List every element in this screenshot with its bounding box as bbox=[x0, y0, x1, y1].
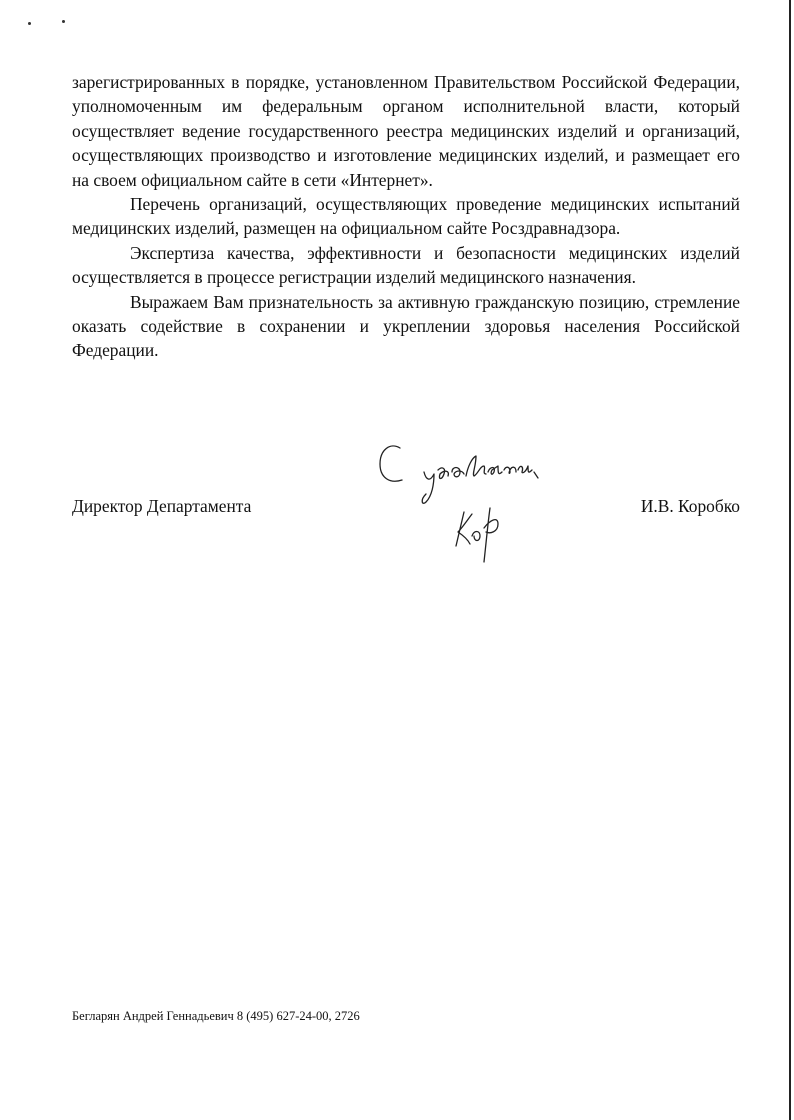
paragraph-3: Экспертиза качества, эффективности и безопасности медицинских изделий осуществляется в процессе регистрации изделий медицинского назначения. bbox=[72, 242, 740, 288]
signature-block bbox=[72, 494, 740, 518]
scan-dot bbox=[28, 22, 31, 25]
scan-marks bbox=[28, 18, 78, 28]
signatory-name: И.В. Коробко bbox=[640, 496, 740, 516]
scan-dot bbox=[62, 20, 65, 23]
paragraph-2: Перечень организаций, осуществляющих проведение медицинских испытаний медицинских изделий, размещен на официальном сайте Росздравнадзора. bbox=[72, 194, 740, 239]
paragraph-1: зарегистрированных в порядке, установленном Правительством Российской Федерации, уполномоченным им федеральным органом исполнительной власти, который осуществляет ведение государственного реестра медицинских изделий и организаций, осуществляющих производство и изготовление медицинских изделий, и размещает его на своем официальном сайте в сети «Интернет». bbox=[72, 72, 740, 190]
scan-edge-line bbox=[789, 0, 791, 1120]
signatory-position: Директор Департамента bbox=[72, 496, 252, 516]
paragraph-4: Выражаем Вам признательность за активную гражданскую позицию, стремление оказать содействие в сохранении и укреплении здоровья населения Российской Федерации. bbox=[72, 291, 740, 361]
executor-contact: Бегларян Андрей Геннадьевич 8 (495) 627-24-00, 2726 bbox=[72, 1009, 360, 1023]
letter-body bbox=[72, 70, 740, 363]
